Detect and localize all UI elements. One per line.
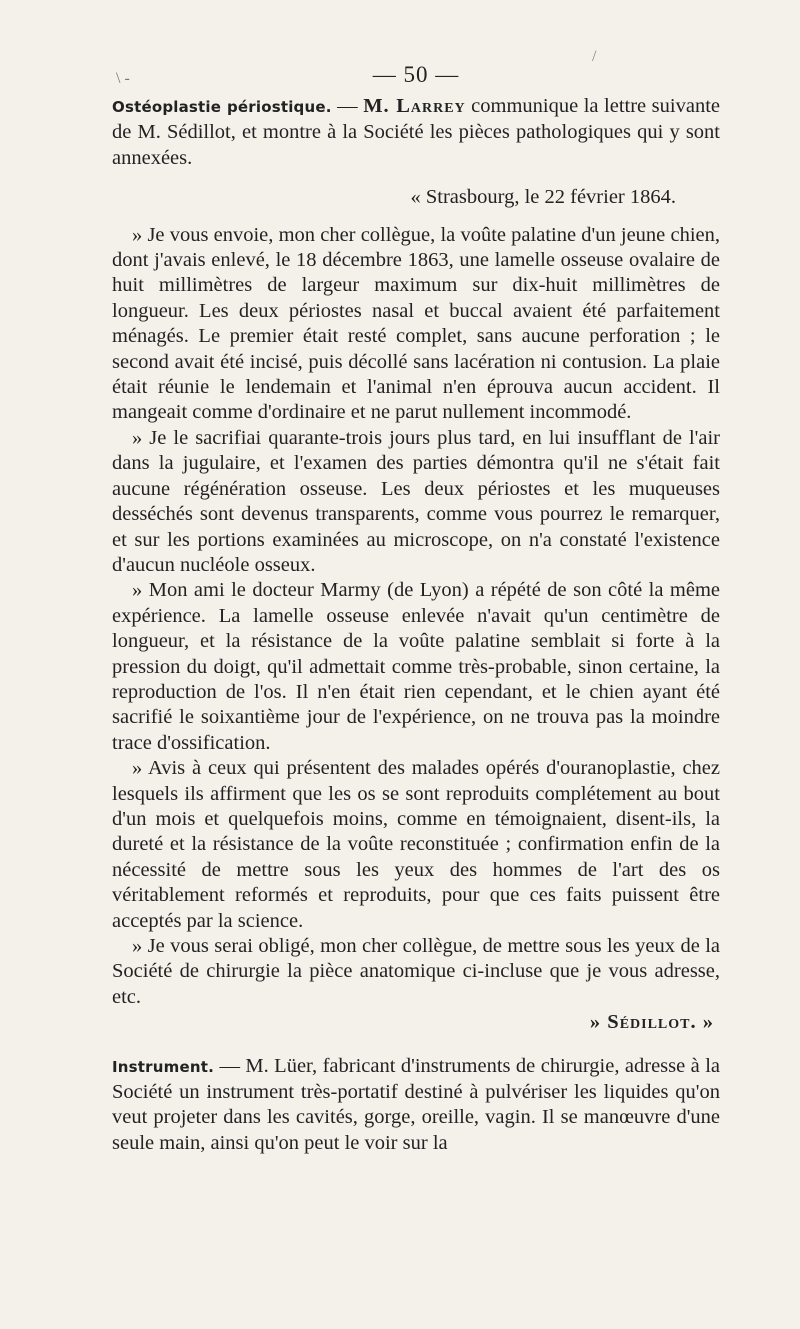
- section-gap: [112, 1036, 720, 1054]
- letter-closing-text: » Je vous serai obligé, mon cher collègue, de mettre sous les yeux de la Société de chirurgie la pièce anatomique ci-incluse que je vous adresse, etc.: [112, 935, 720, 1008]
- osteoplastie-paragraph: [112, 94, 720, 171]
- osteoplastie-dash: —: [331, 95, 364, 117]
- letter-paragraph-2: » Je le sacrifiai quarante-trois jours plus tard, en lui insufflant de l'air dans la jugulaire, et l'examen des parties démontra qu'il ne s'était fait aucune régénération osseuse. Les deux périostes et les muqueuses desséchés sont devenus transparents, comme vous pourrez le remarquer, et sur les portions examinées au microscope, on n'a constaté l'existence d'aucun nucléole osseux.: [112, 426, 720, 576]
- osteoplastie-lead-text: communique la lettre suivante de M. Sédillot, et montre à la Société les pièces pathologiques qui y sont annexées.: [112, 95, 720, 169]
- instrument-paragraph: [112, 1054, 720, 1157]
- signature: » Sédillot. »: [589, 1011, 714, 1034]
- letter-closing: [112, 934, 720, 1010]
- signature-line: [112, 1010, 720, 1035]
- instrument-heading: Instrument.: [112, 1057, 214, 1076]
- instrument-text: M. Lüer, fabricant d'instruments de chirurgie, adresse à la Société un instrument très-portatif destiné à pulvériser les liquides qu'on veut projeter dans les cavités, gorge, oreille, vagin. Il se manœuvre d'une seule main, ainsi qu'on peut le voir sur la: [112, 1054, 720, 1154]
- page-number: — 50 —: [372, 62, 460, 87]
- letter-paragraph-1: » Je vous envoie, mon cher collègue, la voûte palatine d'un jeune chien, dont j'avais enlevé, le 18 décembre 1863, une lamelle osseuse ovalaire de huit millimètres de largeur maximum sur dix-huit millimètres de longueur. Les deux périostes nasal et buccal avaient été parfaitement ménagés. Le premier était resté complet, sans aucune perforation ; le second avait été incisé, puis décollé sans lacération ni contusion. La plaie était réunie le lendemain et l'animal n'en éprouva aucun accident. Il mangeait comme d'ordinaire et ne parut nullement incommodé.: [112, 223, 720, 424]
- page-body: [112, 58, 720, 1156]
- letter-dateline: « Strasbourg, le 22 février 1864.: [410, 186, 676, 209]
- presenter-name: M. Larrey: [363, 95, 466, 117]
- instrument-dash: —: [214, 1054, 246, 1077]
- osteoplastie-heading: Ostéoplastie périostique.: [112, 98, 332, 116]
- stray-mark-right: /: [592, 48, 597, 65]
- stray-mark-left: \ -: [116, 70, 130, 87]
- letter-paragraph-4: » Avis à ceux qui présentent des malades opérés d'ouranoplastie, chez lesquels ils affirment que les os se sont reproduits complétement au bout d'un mois et quelquefois moins, comme en témoignaient, disent-ils, la dureté et la résistance de la voûte reconstituée ; confirmation enfin de la nécessité de mettre sous les yeux des hommes de l'art des os véritablement reformés et reproduits, pour que ces faits puissent être acceptés par la science.: [112, 757, 720, 932]
- letter-paragraph-3: » Mon ami le docteur Marmy (de Lyon) a répété de son côté la même expérience. La lamelle osseuse enlevée n'avait qu'un centimètre de longueur, et la résistance de la voûte palatine semblait si forte à la pression du doigt, qu'il admettait comme très-probable, sinon certaine, la reproduction de l'os. Il n'en était rien cependant, et le chien ayant été sacrifié le soixantième jour de l'expérience, on ne trouva pas la moindre trace d'ossification.: [112, 579, 720, 754]
